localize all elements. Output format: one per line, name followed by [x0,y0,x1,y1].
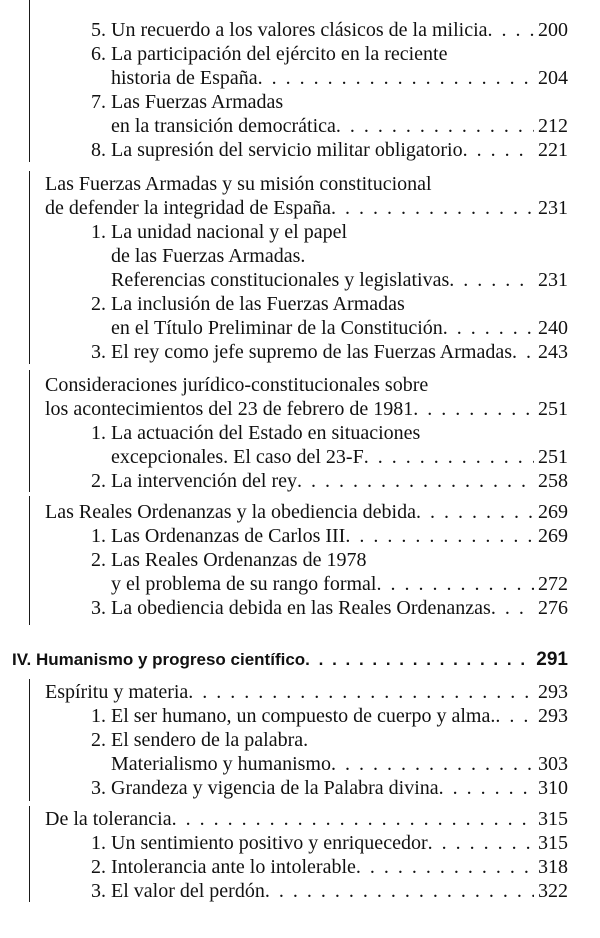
toc-line [45,196,568,221]
section-rule [29,806,30,902]
toc-line [12,647,568,672]
toc-line [91,138,568,163]
dot-leader [258,66,534,91]
toc-line [91,879,568,904]
entry-title: historia de España [111,67,258,89]
entry-title: 3. El rey como jefe supremo de las Fuerzas Armadas [91,341,512,363]
page-number: 293 [538,705,568,727]
dot-leader [345,524,534,549]
dot-leader [443,316,534,341]
toc-line [111,316,568,341]
entry-title: de defender la integridad de España [45,197,331,219]
page-number: 303 [538,753,568,775]
toc-line [91,18,568,43]
page-number: 315 [538,808,568,830]
entry-title: De la tolerancia [45,808,172,830]
dot-leader [449,268,534,293]
section-rule [29,679,30,801]
entry-title: 1. Las Ordenanzas de Carlos III [91,525,346,547]
dot-leader [356,855,534,880]
entry-title: y el problema de su rango formal [111,573,377,595]
toc-line [91,831,568,856]
page-number: 318 [538,856,568,878]
entry-title: Materialismo y humanismo [111,753,331,775]
toc-line [111,572,568,597]
part-title: IV. Humanismo y progreso científico [12,650,306,669]
toc-line [45,397,568,422]
page-number: 258 [538,470,568,492]
dot-leader [331,752,534,777]
dot-leader [413,397,534,422]
page-number: 243 [538,341,568,363]
dot-leader [495,704,534,729]
dot-leader [463,138,534,163]
page-number: 310 [538,777,568,799]
entry-title: Las Reales Ordenanzas y la obediencia debida [45,501,416,523]
entry-title: 3. El valor del perdón [91,880,265,902]
dot-leader [188,680,534,705]
toc-line [45,807,568,832]
toc-line: 1. La unidad nacional y el papel [91,221,348,243]
dot-leader [512,340,534,365]
dot-leader [364,445,534,470]
toc-line [91,340,568,365]
section-rule [29,370,30,492]
page-number: 212 [538,115,568,137]
toc-line [91,704,568,729]
toc-line: Las Fuerzas Armadas y su misión constitucional [45,173,432,195]
entry-title: Espíritu y materia [45,681,189,703]
dot-leader [297,469,534,494]
entry-title: Referencias constitucionales y legislativas [111,269,450,291]
toc-line: 6. La participación del ejército en la reciente [91,43,448,65]
toc-line [91,596,568,621]
dot-leader [305,647,532,672]
entry-title: los acontecimientos del 23 de febrero de 1981 [45,398,414,420]
toc-line [45,500,568,525]
page-number: 272 [538,573,568,595]
page-number: 269 [538,525,568,547]
page-number: 322 [538,880,568,902]
toc-line [91,524,568,549]
toc-line [45,680,568,705]
toc-line: de las Fuerzas Armadas. [111,245,306,267]
entry-title: en el Título Preliminar de la Constitución [111,317,443,339]
page-number: 231 [538,269,568,291]
page-number: 269 [538,501,568,523]
page-number: 276 [538,597,568,619]
page-number: 293 [538,681,568,703]
section-rule [29,496,30,625]
page-number: 221 [538,139,568,161]
dot-leader [416,500,534,525]
toc-line [111,66,568,91]
toc-line [111,752,568,777]
entry-title: excepcionales. El caso del 23-F [111,446,364,468]
dot-leader [331,196,534,221]
dot-leader [376,572,534,597]
page-number: 231 [538,197,568,219]
dot-leader [491,596,534,621]
page-number: 251 [538,398,568,420]
page-number: 251 [538,446,568,468]
dot-leader [439,776,534,801]
entry-title: 5. Un recuerdo a los valores clásicos de la milicia [91,19,488,41]
section-rule [29,0,30,162]
toc-line: 7. Las Fuerzas Armadas [91,91,284,113]
toc-line [91,469,568,494]
toc-line [111,445,568,470]
entry-title: 1. Un sentimiento positivo y enriquecedor [91,832,428,854]
page-number: 291 [536,649,568,670]
toc-line [91,855,568,880]
section-rule [29,171,30,364]
page-number: 240 [538,317,568,339]
entry-title: 1. El ser humano, un compuesto de cuerpo y alma. [91,705,496,727]
page-number: 200 [538,19,568,41]
toc-line [111,268,568,293]
toc-line: 1. La actuación del Estado en situaciones [91,422,421,444]
toc-line: 2. La inclusión de las Fuerzas Armadas [91,293,405,315]
entry-title: 2. La intervención del rey [91,470,298,492]
page-number: 315 [538,832,568,854]
entry-title: 3. La obediencia debida en las Reales Ordenanzas [91,597,491,619]
dot-leader [336,114,534,139]
toc-line: Consideraciones jurídico-constitucionales sobre [45,374,429,396]
entry-title: en la transición democrática [111,115,336,137]
page-number: 204 [538,67,568,89]
toc-line: 2. Las Reales Ordenanzas de 1978 [91,549,367,571]
entry-title: 2. Intolerancia ante lo intolerable [91,856,356,878]
dot-leader [488,18,534,43]
dot-leader [265,879,534,904]
entry-title: 3. Grandeza y vigencia de la Palabra divina [91,777,439,799]
toc-line: 2. El sendero de la palabra. [91,729,309,751]
entry-title: 8. La supresión del servicio militar obligatorio [91,139,463,161]
dot-leader [172,807,534,832]
toc-line [91,776,568,801]
dot-leader [428,831,534,856]
toc-line [111,114,568,139]
